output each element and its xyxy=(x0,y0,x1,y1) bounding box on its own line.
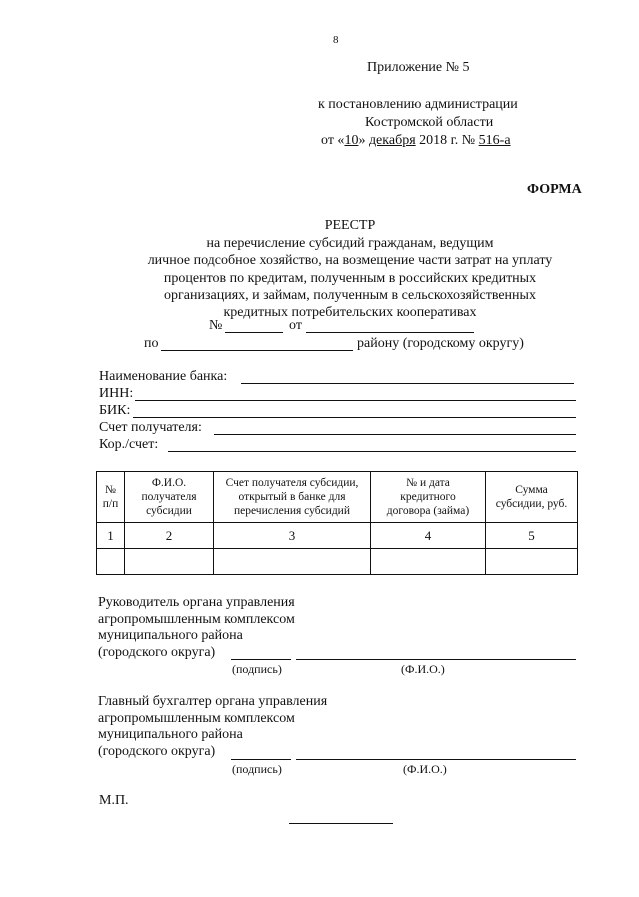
district-field xyxy=(161,350,353,351)
accountant-name-line xyxy=(296,759,576,760)
table-header-row xyxy=(97,472,578,523)
accountant-signature-block: Главный бухгалтер органа управления агропромышленным комплексом муниципального района (городского округа) xyxy=(98,694,328,759)
corr-account-label: Кор./счет: xyxy=(99,437,159,452)
inn-label: ИНН: xyxy=(99,386,134,401)
bik-field xyxy=(133,417,576,418)
header-cell-loan-agreement: № и дата кредитного договора (займа) xyxy=(371,472,486,523)
number-label: № xyxy=(209,318,223,333)
annex-date: от «10» декабря 2018 г. № 516-а xyxy=(321,133,511,148)
column-number-row xyxy=(97,523,578,549)
by-label: по xyxy=(144,336,159,351)
stamp-label: М.П. xyxy=(99,793,129,808)
column-number-cell: 1 xyxy=(97,523,125,549)
account-field xyxy=(214,434,576,435)
form-label: ФОРМА xyxy=(527,182,582,197)
empty-cell xyxy=(214,549,371,575)
head-signature-line xyxy=(231,659,291,660)
inn-field xyxy=(135,400,576,401)
annex-date-day: 10 xyxy=(344,133,359,148)
column-number-cell: 3 xyxy=(214,523,371,549)
header-cell-number: № п/п xyxy=(97,472,125,523)
annex-line-2: Костромской области xyxy=(365,115,494,130)
head-name-line xyxy=(296,659,576,660)
registry-title: РЕЕСТР xyxy=(324,218,376,233)
empty-cell xyxy=(125,549,214,575)
date-field xyxy=(306,332,474,333)
bik-label: БИК: xyxy=(99,403,131,418)
number-field xyxy=(225,332,283,333)
account-label: Счет получателя: xyxy=(99,420,202,435)
empty-cell xyxy=(371,549,486,575)
registry-subtitle: на перечисление субсидий гражданам, ведущим личное подсобное хозяйство, на возмещение части затрат на уплату процентов по кредитам, полученным в российских кредитных организациях, и займам, полученным в сельскохозяйственных кредитных потребительских кооперативах xyxy=(147,236,553,321)
annex-doc-number: 516-а xyxy=(478,133,511,148)
column-number-cell: 5 xyxy=(486,523,578,549)
accountant-signature-caption: (подпись) xyxy=(232,762,282,776)
head-signature-block: Руководитель органа управления агропромышленным комплексом муниципального района (городского округа) xyxy=(98,595,295,660)
annex-title: Приложение № 5 xyxy=(367,60,470,75)
head-name-caption: (Ф.И.О.) xyxy=(401,662,445,676)
annex-line-1: к постановлению администрации xyxy=(318,97,518,112)
header-cell-subsidy-amount: Сумма субсидии, руб. xyxy=(486,472,578,523)
header-cell-recipient-account: Счет получателя субсидии, открытый в банке для перечисления субсидий xyxy=(214,472,371,523)
bank-name-field xyxy=(241,383,574,384)
accountant-signature-line xyxy=(231,759,291,760)
head-signature-caption: (подпись) xyxy=(232,662,282,676)
page-number: 8 xyxy=(333,34,339,46)
closing-rule xyxy=(289,823,393,824)
header-cell-recipient-name: Ф.И.О. получателя субсидии xyxy=(125,472,214,523)
column-number-cell: 2 xyxy=(125,523,214,549)
district-label: району (городскому округу) xyxy=(357,336,524,351)
column-number-cell: 4 xyxy=(371,523,486,549)
corr-account-field xyxy=(168,451,576,452)
from-label: от xyxy=(289,318,302,333)
registry-table xyxy=(96,471,578,575)
annex-date-month: декабря xyxy=(368,133,416,148)
empty-cell xyxy=(486,549,578,575)
accountant-name-caption: (Ф.И.О.) xyxy=(403,762,447,776)
bank-name-label: Наименование банка: xyxy=(99,369,228,384)
empty-cell xyxy=(97,549,125,575)
table-row xyxy=(97,549,578,575)
